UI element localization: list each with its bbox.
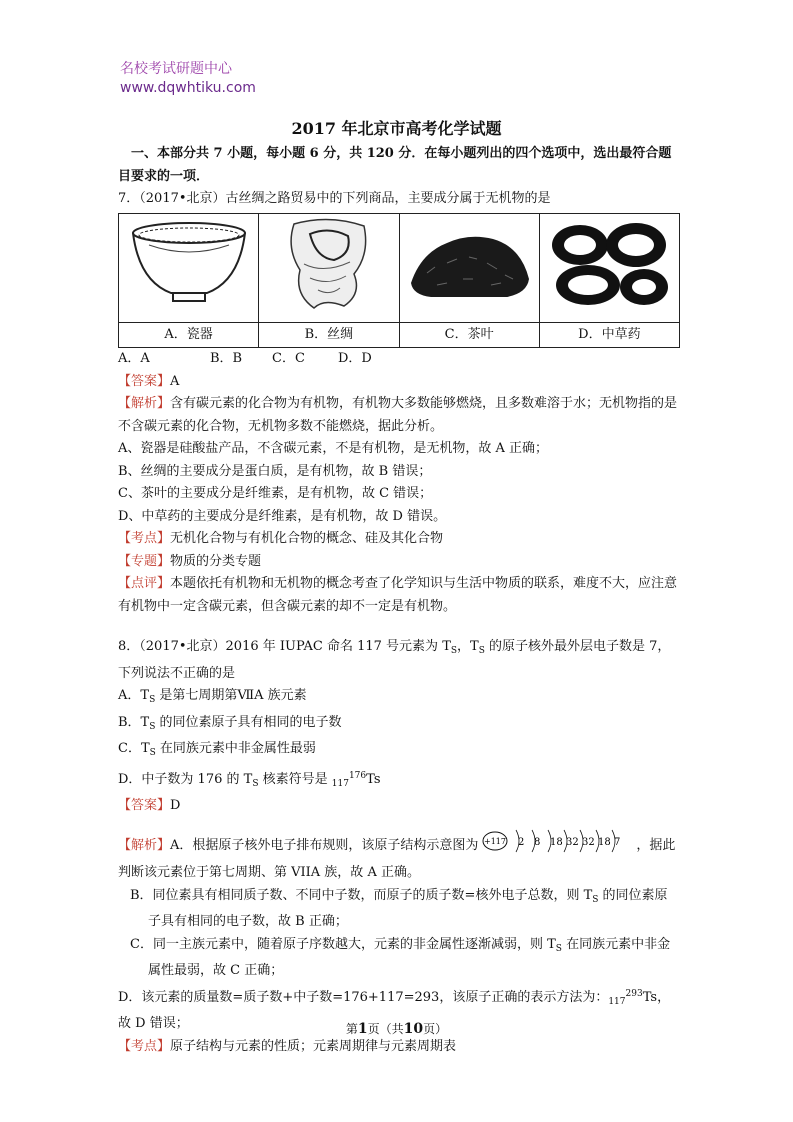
watermark-name: 名校考试研题中心 (120, 61, 232, 77)
ts-subscript: S (149, 721, 156, 732)
watermark (120, 60, 256, 98)
electron-shell-count: 7 (614, 836, 621, 848)
q7-answer-value: A (170, 373, 180, 389)
porcelain-bowl-image (119, 213, 259, 322)
electron-shell-count: 32 (582, 836, 596, 848)
q7-analysis-intro: 含有碳元素的化合物为有机物，有机物大多数能够燃烧，且多数难溶于水；无机物指的是不含碳元素的化合物，无机物多数不能燃烧，据此分析。 (118, 396, 678, 434)
analysis-text: B．同位素具有相同质子数、不同中子数，而原子的质子数=核外电子总数，则 T (130, 887, 593, 903)
q7-option-b: B．B (210, 351, 243, 366)
q7-products-table (118, 213, 680, 349)
q7-analysis-c: C、茶叶的主要成分是纤维素，是有机物，故 C 错误； (118, 486, 433, 501)
q7-caption-c: C．茶叶 (399, 322, 539, 348)
footer-text: 页） (423, 1022, 448, 1036)
q8-option-d (118, 765, 680, 796)
ts-subscript: S (149, 748, 156, 758)
tea-leaves-image (399, 213, 539, 322)
q7-caption-a: A．瓷器 (119, 322, 259, 348)
q8-answer-value: D (170, 798, 181, 813)
q7-kaodian (118, 528, 680, 551)
q7-kaodian-text: 无机化合物与有机化合物的概念、硅及其化合物 (170, 531, 444, 546)
q7-zhuanti-text: 物质的分类专题 (170, 553, 262, 569)
q7-option-c: C．C (272, 351, 305, 366)
ts-subscript: S (252, 778, 259, 789)
mass-number: 293 (625, 988, 643, 999)
analysis-tag: 【解析】 (118, 396, 171, 411)
atom-shells (516, 830, 620, 852)
q7-analysis-b: B、丝绸的主要成分是蛋白质，是有机物，故 B 错误； (118, 463, 432, 479)
electron-shell-count: 8 (534, 836, 541, 848)
q8-analysis-c (118, 934, 680, 983)
herbal-medicine-image (539, 213, 679, 322)
q7-caption-d: D．中草药 (539, 322, 679, 348)
q7-caption-b: B．丝绸 (259, 322, 399, 348)
ts-subscript: S (450, 646, 458, 656)
q7-analysis (118, 393, 680, 438)
q8-stem-part1: 8．（2017•北京）2016 年 IUPAC 命名 117 号元素为 T (118, 639, 451, 654)
atom-structure-diagram (482, 828, 632, 863)
watermark-url[interactable]: www.dqwhtiku.com (120, 80, 256, 96)
electron-shell-count: 2 (518, 836, 525, 848)
analysis-text: A．根据原子核外电子排布规则，该原子结构示意图为 (170, 837, 479, 853)
spacer (118, 618, 680, 636)
q8-answer (118, 795, 680, 818)
q7-option-d: D．D (338, 351, 372, 366)
q8-option-a (118, 685, 680, 712)
ts-subscript: S (149, 695, 156, 705)
q8-kaodian-text: 原子结构与元素的性质；元素周期律与元素周期表 (170, 1038, 457, 1054)
q7-options (118, 348, 680, 371)
ts-subscript: S (555, 943, 562, 954)
atom-nucleus: +117 (484, 836, 507, 846)
ts-subscript: S (592, 894, 599, 905)
option-text: 在同族元素中非金属性最弱 (155, 741, 316, 756)
analysis-text: D．该元素的质量数=质子数+中子数=176+117=293，该原子正确的表示方法为： (118, 989, 609, 1005)
analysis-text: ，据此判断该元素位于第七周期、第 VIIA 族，故 A 正确。 (118, 837, 676, 880)
option-text: C．T (118, 741, 150, 756)
electron-shell-count: 32 (566, 836, 580, 848)
q7-zhuanti (118, 551, 680, 574)
option-text: A．T (118, 688, 150, 703)
q7-analysis-a: A、瓷器是硅酸盐产品，不含碳元素，不是有机物，是无机物，故 A 正确； (118, 441, 549, 456)
option-text: 核素符号是 (258, 771, 332, 787)
kaodian-tag: 【考点】 (118, 1038, 171, 1054)
silk-cloth-image (259, 213, 399, 322)
footer-text: 第 (345, 1022, 358, 1036)
option-text: 是第七周期第ⅦA 族元素 (155, 688, 307, 703)
mass-number: 176 (348, 770, 367, 781)
q8-analysis-b (118, 885, 680, 934)
section-intro: 一、本部分共 7 小题，每小题 6 分，共 120 分．在每小题列出的四个选项中，选出最符合题目要求的一项． (118, 146, 672, 184)
analysis-text: C．同一主族元素中，随着原子序数越大，元素的非金属性逐渐减弱，则 T (130, 936, 556, 952)
q7-stem: 7．（2017•北京）古丝绸之路贸易中的下列商品，主要成分属于无机物的是 (118, 191, 551, 206)
page-footer (0, 1020, 793, 1037)
dianping-tag: 【点评】 (118, 576, 171, 591)
total-pages: 10 (403, 1021, 424, 1037)
content (118, 143, 680, 1058)
q8-analysis-a (118, 828, 680, 885)
kaodian-tag: 【考点】 (118, 531, 171, 546)
q8-kaodian (118, 1036, 680, 1059)
q8-option-b (118, 712, 680, 739)
electron-shell-count: 18 (598, 836, 612, 848)
option-text: 的同位素原子具有相同的电子数 (155, 714, 342, 730)
atomic-number: 117 (608, 996, 626, 1007)
analysis-text: 在同族元素中非金属性最弱，故 C 正确； (148, 936, 671, 978)
q7-dianping-text: 本题依托有机物和无机物的概念考查了化学知识与生活中物质的联系，难度不大，应注意有机物中一定含碳元素，但含碳元素的却不一定是有机物。 (118, 576, 678, 614)
page-title: 2017 年北京市高考化学试题 (291, 119, 502, 138)
q8-stem-part3: 的原子核外最外层电子数是 7，下列说法不正确的是 (118, 639, 671, 681)
q8-stem (118, 636, 680, 685)
answer-tag: 【答案】 (118, 798, 171, 813)
answer-tag: 【答案】 (118, 373, 171, 389)
option-text: B．T (118, 714, 150, 730)
q8-stem-part2: ，T (457, 639, 479, 654)
footer-text: 页（共 (367, 1022, 404, 1036)
q7-answer (118, 371, 680, 394)
ts-subscript: S (478, 646, 485, 656)
q7-dianping (118, 573, 680, 618)
page-number: 1 (357, 1021, 368, 1037)
q7-option-a: A．A (118, 351, 150, 366)
zhuanti-tag: 【专题】 (118, 553, 171, 569)
element-symbol: Ts (366, 771, 381, 787)
analysis-text: ，故 D 错误； (118, 989, 671, 1031)
analysis-tag: 【解析】 (118, 837, 171, 853)
electron-shell-count: 18 (550, 836, 564, 848)
q7-analysis-d: D、中草药的主要成分是纤维素，是有机物，故 D 错误。 (118, 508, 447, 524)
atomic-number: 117 (331, 778, 349, 789)
analysis-text: 的同位素原子具有相同的电子数，故 B 正确； (148, 887, 668, 929)
element-symbol: Ts (642, 989, 658, 1005)
q8-option-c (118, 738, 680, 765)
option-text: D．中子数为 176 的 T (118, 771, 253, 787)
